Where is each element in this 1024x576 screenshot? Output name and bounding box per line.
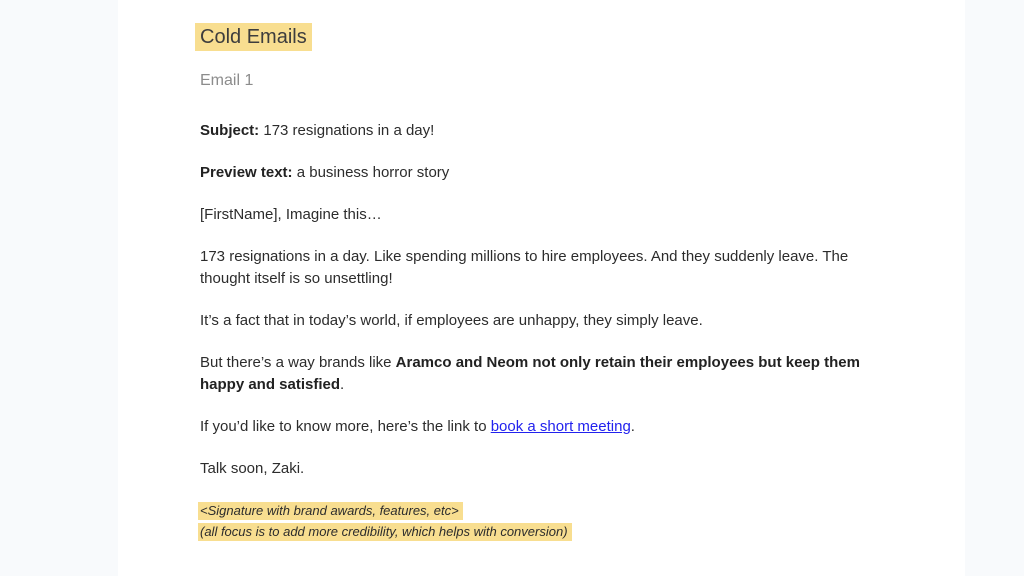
doc-title <box>200 25 872 49</box>
paragraph-cta <box>200 416 872 438</box>
signature-line-1-highlight: <Signature with brand awards, features, etc> <box>198 502 463 520</box>
paragraph-brands-prefix: But there’s a way brands like <box>200 354 396 371</box>
signature-line-2-highlight: (all focus is to add more credibility, which helps with conversion) <box>198 523 572 541</box>
paragraph-cta-prefix: If you’d like to know more, here’s the link to <box>200 418 491 435</box>
subject-value: 173 resignations in a day! <box>263 122 435 139</box>
paragraph-fact: It’s a fact that in today’s world, if employees are unhappy, they simply leave. <box>200 312 703 329</box>
subject-label: Subject: <box>200 122 260 139</box>
document-page <box>118 0 965 576</box>
signature-line-1 <box>200 500 872 521</box>
paragraph-cta-suffix: . <box>630 418 635 435</box>
preview-line <box>200 162 872 184</box>
subject-line <box>200 120 872 142</box>
signature-line-2 <box>200 521 872 542</box>
paragraph-brands-bold: Aramco and Neom not only retain their employees but keep them happy and satisfied <box>200 354 860 393</box>
preview-value: a business horror story <box>296 164 450 181</box>
doc-title-highlight: Cold Emails <box>195 23 312 51</box>
signature-block <box>200 500 872 542</box>
preview-label: Preview text: <box>200 164 293 181</box>
doc-subtitle: Email 1 <box>200 72 254 89</box>
paragraph-brands-suffix: . <box>340 376 345 393</box>
paragraph-brands <box>200 352 872 396</box>
document-content <box>200 25 872 542</box>
paragraph-story: 173 resignations in a day. Like spending millions to hire employees. And they suddenly leave. The thought itself is so unsettling! <box>200 248 849 287</box>
book-meeting-link[interactable]: book a short meeting <box>490 418 631 435</box>
signoff-line: Talk soon, Zaki. <box>200 460 305 477</box>
greeting-line: [FirstName], Imagine this… <box>200 206 382 223</box>
